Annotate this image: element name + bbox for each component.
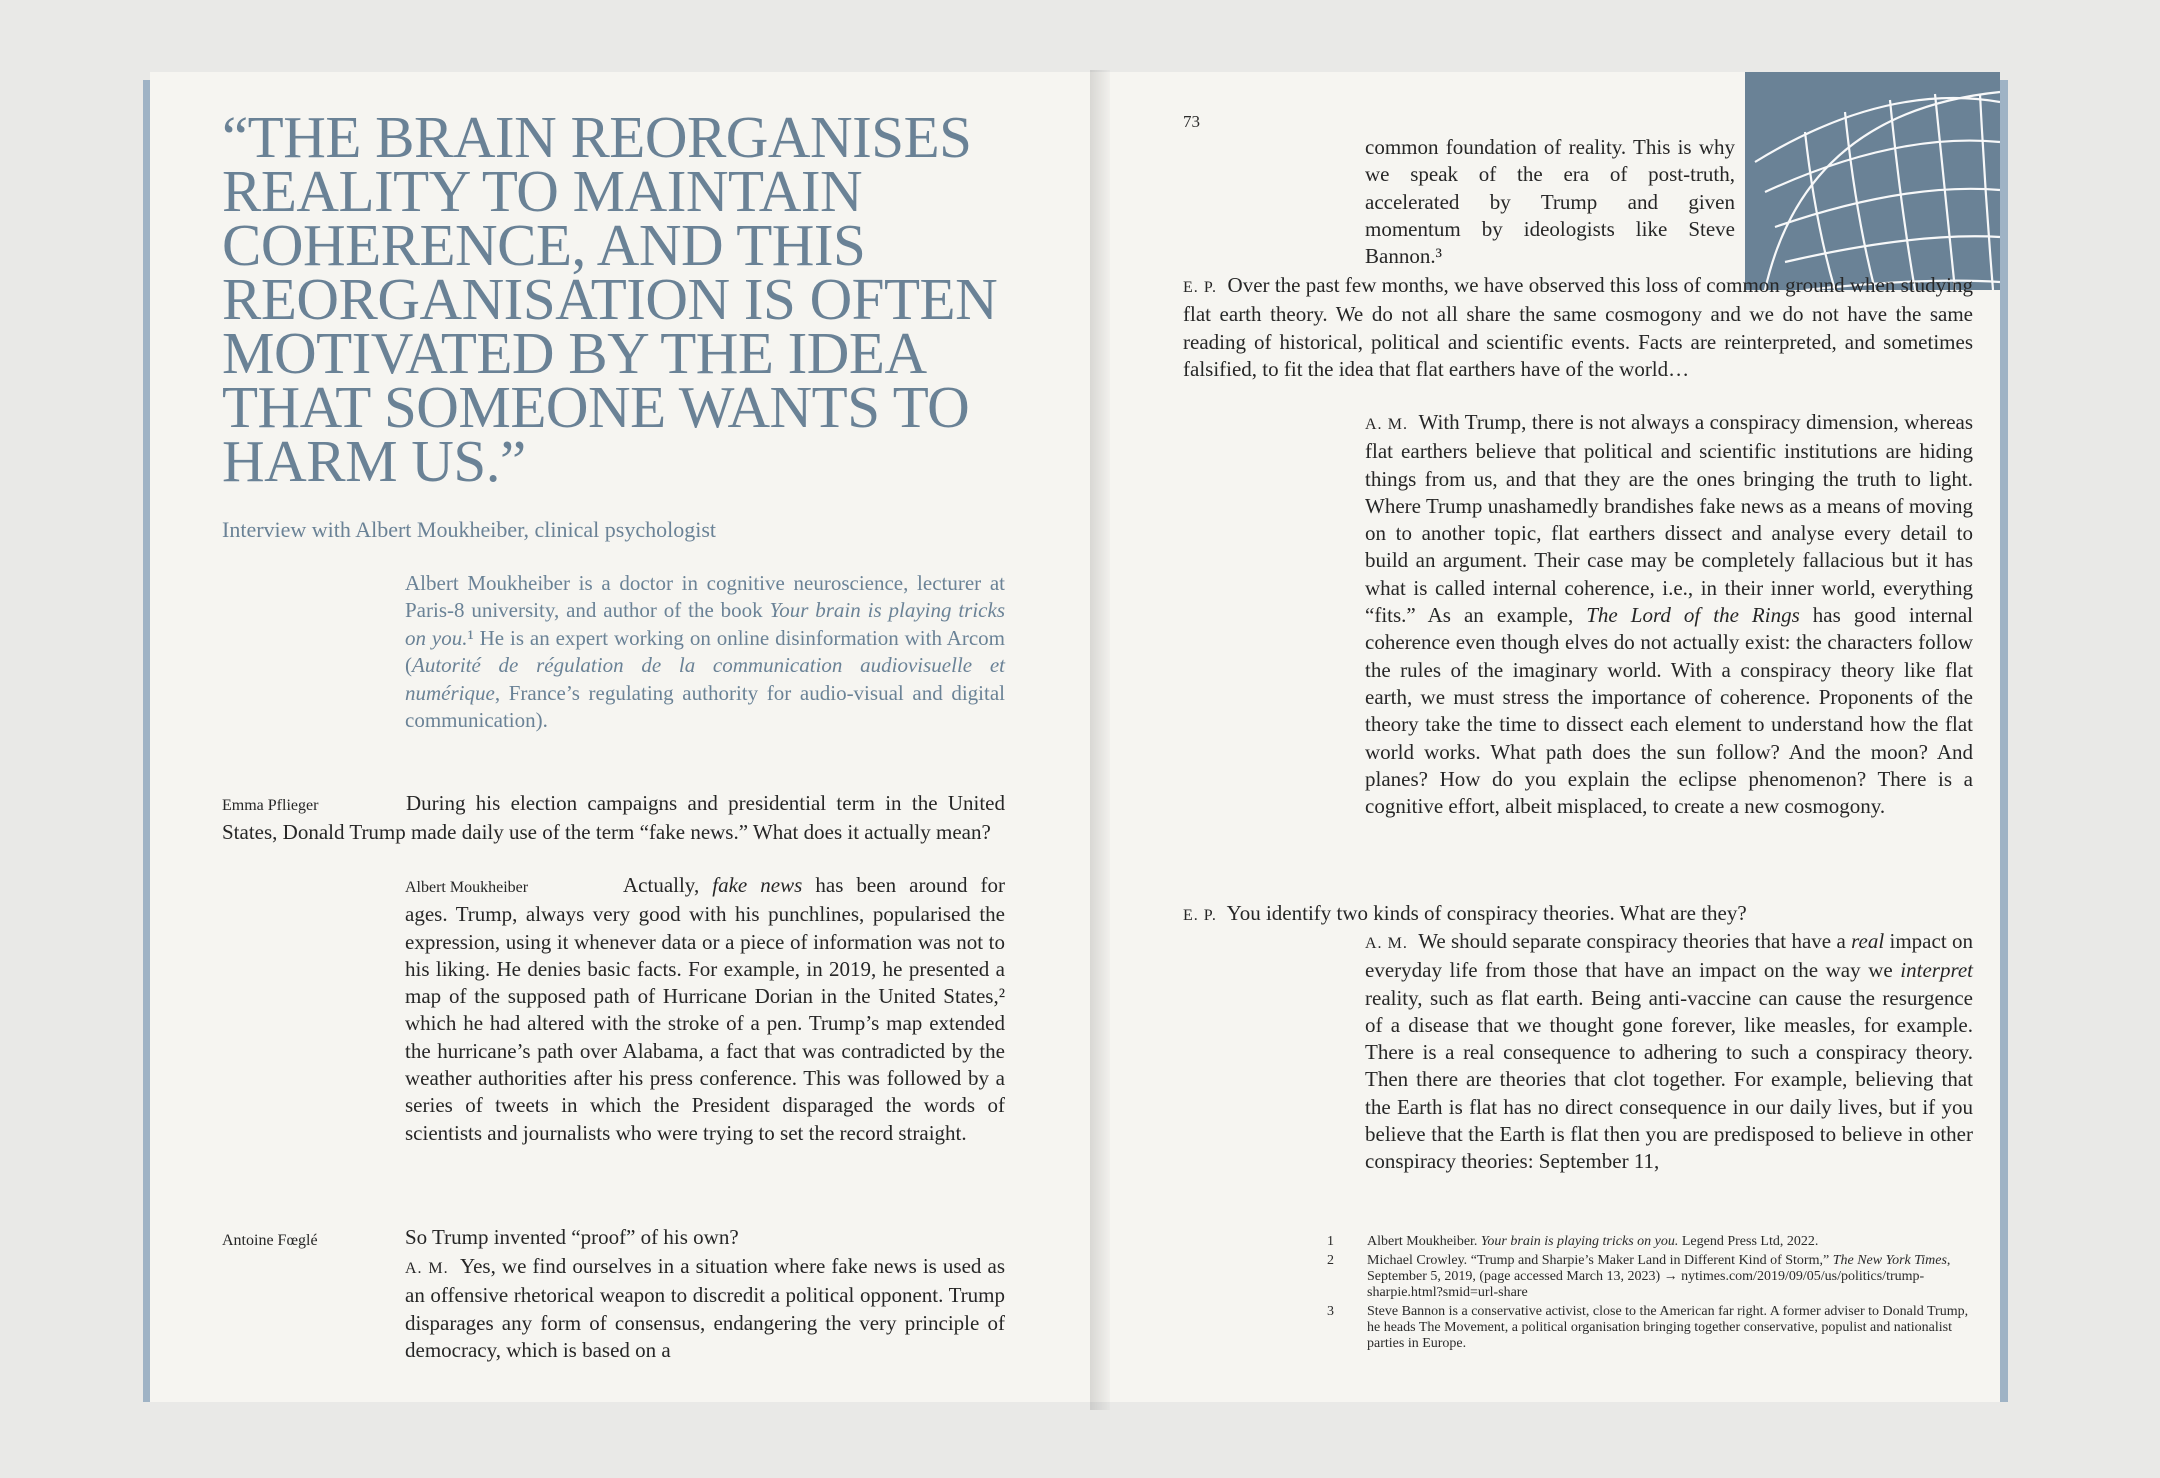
interview-subtitle: Interview with Albert Moukheiber, clinical psychologist [222,517,717,542]
question-ep-1 [1183,272,1973,383]
page-edge-right [2000,80,2008,1402]
intro-text-1: Albert Moukheiber is a doctor in cognitive neuroscience, lecturer at Paris-8 university, and author of the book [405,571,1005,623]
intro-paragraph [405,570,1005,734]
footnote-rest: Steve Bannon is a conservative activist, close to the American far right. A former adviser to Donald Trump, he heads The Movement, a political organisation bringing together conservative, populist and nationalist parties in Europe. [1367,1304,1969,1351]
speaker-label: Albert Moukheiber [405,879,529,896]
answer-1 [405,872,1005,1147]
intro-text-2: ¹ He is an expert working on online disinformation with Arcom ( [405,625,1005,678]
answer-emphasis-real: real [1851,929,1885,953]
answer-text: Yes, we find ourselves in a situation where fake news is used as an offensive rhetorical weapon to discredit a political opponent. Trump disparages any form of consensus, endangering the very principle of democracy, which is based on a [405,1254,1005,1362]
footnote-article: “Trump and Sharpie’s Maker Land in Different Kind of Storm,” [1470,1253,1830,1268]
question-ep-2 [1183,900,1973,929]
speaker-initials: E. P. [1183,907,1217,924]
footnote-title: The New York Times [1832,1253,1947,1268]
answer-emphasis: The Lord of the Rings [1586,603,1800,628]
question-text: You identify two kinds of conspiracy theories. What are they? [1226,901,1747,925]
question-text: Over the past few months, we have observed this loss of common ground when studying flat earth theory. We do not all share the same cosmogony and we do not have the same reading of historical, political and scientific events. Facts are reinterpreted, and sometimes falsified, to fit the idea that flat earthers have of the world… [1183,273,1973,381]
intro-book-title: Your brain is playing tricks on you. [405,598,1005,650]
answer-text-2: has good internal coherence even though elves do not actually exist: the characters follow the rules of the imaginary world. With a conspiracy theory like flat earth, we must stress the importance of coherence. Proponents of the theory take the time to dissect each element to understand how the flat world works. What path does the sun follow? And the moon? And planes? How do you explain the eclipse phenomenon? There is a cognitive effort, albeit misplaced, to create a new cosmogony. [1365,603,1973,819]
footnotes [1325,1234,1975,1355]
intro-org-name: Autorité de régulation de la communication audiovisuelle et numérique [405,653,1005,705]
speaker-label: Emma Pflieger [222,797,319,814]
footnote-number: 3 [1327,1304,1334,1319]
question-text: During his election campaigns and presidential term in the United States, Donald Trump made daily use of the term “fake news.” What does it actually mean? [222,791,1005,845]
footnote-rest: , September 5, 2019, (page accessed March 13, 2023) → nytimes.com/2019/09/05/us/politics/trump-sharpie.html?smid=url-share [1367,1253,1951,1300]
answer-emphasis: fake news [712,873,803,897]
answer-text-1: Actually, [623,873,713,897]
footnote-1 [1325,1234,1975,1250]
speaker-initials: A. M. [1365,935,1408,952]
footnote-number: 2 [1327,1253,1334,1268]
footnote-3 [1325,1304,1975,1352]
speaker-initials: A. M. [1365,416,1408,433]
spine-shadow [1090,70,1110,1410]
question-1 [222,790,1005,847]
footnote-number: 1 [1327,1234,1334,1249]
answer-2 [405,1253,1005,1364]
answer-text-1: With Trump, there is not always a conspiracy dimension, whereas flat earthers believe that political and scientific institutions are hiding things from us, and that they are the ones bringing the truth to light. Where Trump unashamedly brandishes fake news as a means of moving on to another topic, flat earthers dissect and analyse every detail to build an argument. Their case may be completely fallacious but it has what is called internal coherence, i.e., in their inner world, everything “fits.” As an example, [1365,410,1974,628]
answer-text-2: reality, such as flat earth. Being anti-vaccine can cause the resurgence of a disease that we thought gone forever, like measles, for example. There is a real consequence to adhering to such a conspiracy theory. Then there are theories that clot together. For example, believing that the Earth is flat has no direct consequence in our daily lives, but if you believe that the Earth is flat then you are predisposed to believe in other conspiracy theories: September 11, [1365,985,1973,1174]
speaker-label: Antoine Fœglé [222,1232,318,1249]
answer-text-1a: We should separate conspiracy theories that have a [1418,929,1852,953]
answer-text-1b: impact on everyday life from those that have an impact on the way we [1365,929,1974,983]
speaker-initials: A. M. [405,1260,449,1277]
speaker-initials: E. P. [1183,279,1217,296]
footnote-title: Your brain is playing tricks on you. [1480,1234,1679,1249]
footnote-2 [1325,1253,1975,1301]
globe-grid-illustration [1745,72,2000,290]
page-number: 73 [1183,112,1200,131]
footnote-rest: Legend Press Ltd, 2022. [1681,1234,1819,1249]
answer-am-1 [1365,409,1973,820]
right-page [1095,72,2000,1402]
paragraph-continued: common foundation of reality. This is why we speak of the era of post-truth, accelerated by Trump and given momentum by ideologists like Steve Bannon.³ [1365,135,1735,269]
pull-quote: “THE BRAIN REORGANISES REALITY TO MAINTAIN COHERENCE, AND THIS REORGANISATION IS OFTEN MOTIVATED BY THE IDEA THAT SOMEONE WANTS TO HARM US.” [222,104,998,494]
answer-emphasis-interpret: interpret [1900,958,1973,983]
footnote-author: Albert Moukheiber. [1367,1234,1478,1249]
answer-am-2 [1365,928,1973,1176]
left-page [150,72,1095,1402]
question-2: So Trump invented “proof” of his own? [405,1225,739,1249]
intro-text-3: , France’s regulating authority for audio-visual and digital communication). [405,680,1005,733]
answer-text-2: has been around for ages. Trump, always very good with his punchlines, popularised the expression, using it whenever data or a piece of information was not to his liking. He denies basic facts. For example, in 2019, he presented a map of the supposed path of Hurricane Dorian in the United States,² which he had altered with the stroke of a pen. Trump’s map extended the hurricane’s path over Alabama, a fact that was contradicted by the weather authorities after his press conference. This was followed by a series of tweets in which the President disparaged the words of scientists and journalists who were trying to set the record straight. [405,873,1005,1145]
footnote-author: Michael Crowley. [1367,1253,1468,1268]
